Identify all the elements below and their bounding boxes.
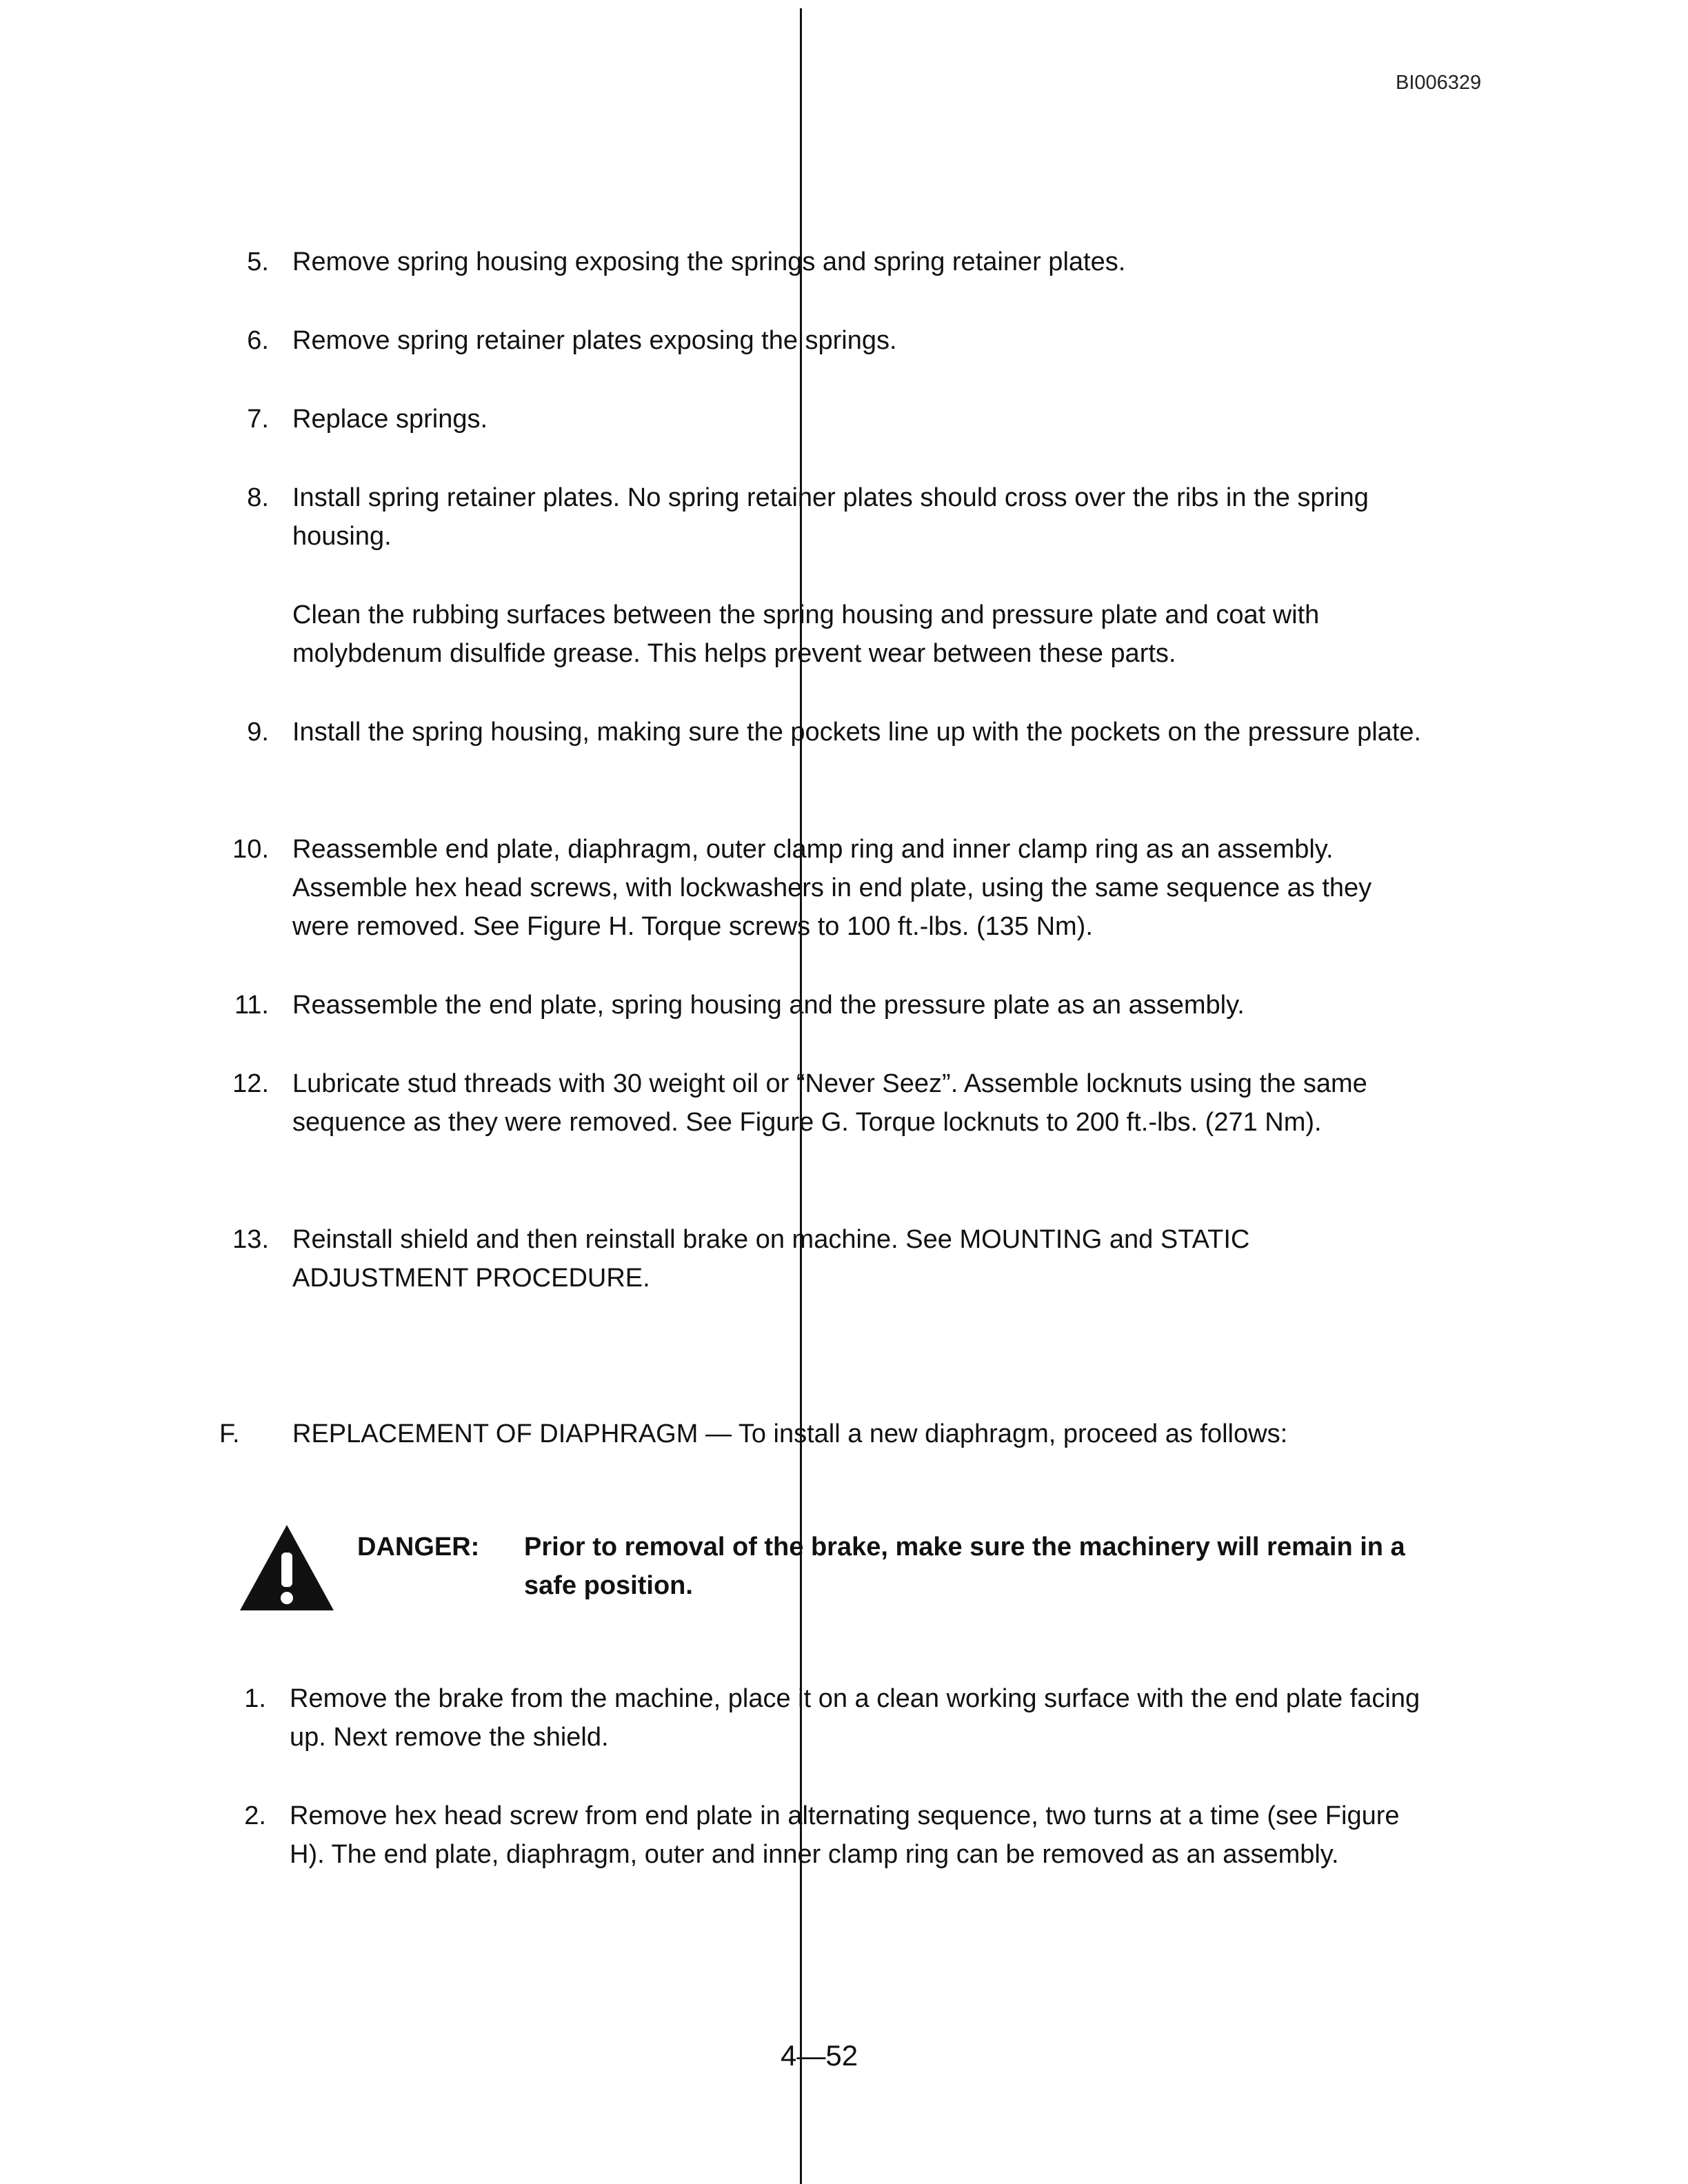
item-text: Reassemble the end plate, spring housing and the pressure plate as an assembly. [292, 991, 1245, 1020]
item-number: 12. [232, 1069, 269, 1098]
item-number: 8. [247, 483, 269, 512]
step-text: Remove the brake from the machine, place it on a clean working surface with the end plate facing up. Next remove the shield. [290, 1684, 1420, 1752]
item-number: 7. [247, 405, 269, 434]
item-text: Lubricate stud threads with 30 weight oil or “Never Seez”. Assemble locknuts using the same sequence as they were removed. See Figure G. Torque locknuts to 200 ft.-lbs. (271 Nm). [292, 1069, 1367, 1137]
item-number: 6. [247, 326, 269, 355]
item-text: Reassemble end plate, diaphragm, outer clamp ring and inner clamp ring as an assembly. Assemble hex head screws, with lockwashers in end plate, using the same sequence as they were removed. See Figure H. Torque screws to 100 ft.-lbs. (135 Nm). [292, 835, 1372, 941]
warning-triangle-icon [237, 1522, 336, 1613]
danger-label: DANGER: [357, 1533, 480, 1561]
section-letter: F. [219, 1419, 240, 1448]
item-text: Remove spring retainer plates exposing the springs. [292, 326, 897, 355]
item-text: Reinstall shield and then reinstall brake on machine. See MOUNTING and STATIC ADJUSTMENT PROCEDURE. [292, 1225, 1250, 1293]
item-text: Install spring retainer plates. No spring retainer plates should cross over the ribs in the spring housing. [292, 483, 1369, 551]
page-number: 4—52 [781, 2039, 858, 2072]
item-number: 9. [247, 718, 269, 747]
step-number: 1. [244, 1684, 266, 1713]
item-text: Install the spring housing, making sure the pockets line up with the pockets on the pressure plate. [292, 718, 1422, 747]
step-text: Remove hex head screw from end plate in alternating sequence, two turns at a time (see Figure H). The end plate, diaphragm, outer and inner clamp ring can be removed as an assembly. [290, 1801, 1400, 1869]
item-text: Remove spring housing exposing the springs and spring retainer plates. [292, 247, 1126, 276]
item-text: Replace springs. [292, 405, 488, 434]
item-number: 11. [234, 991, 269, 1020]
step-number: 2. [244, 1801, 266, 1830]
item-number: 10. [232, 835, 269, 864]
section-heading: REPLACEMENT OF DIAPHRAGM — To install a new diaphragm, proceed as follows: [292, 1419, 1288, 1448]
danger-text: Prior to removal of the brake, make sure the machinery will remain in a safe position. [524, 1533, 1405, 1600]
item-number: 5. [247, 247, 269, 276]
document-id: BI006329 [1396, 72, 1482, 94]
item-paragraph: Clean the rubbing surfaces between the spring housing and pressure plate and coat with molybdenum disulfide grease. This helps prevent wear between these parts. [292, 600, 1320, 668]
item-number: 13. [232, 1225, 269, 1254]
